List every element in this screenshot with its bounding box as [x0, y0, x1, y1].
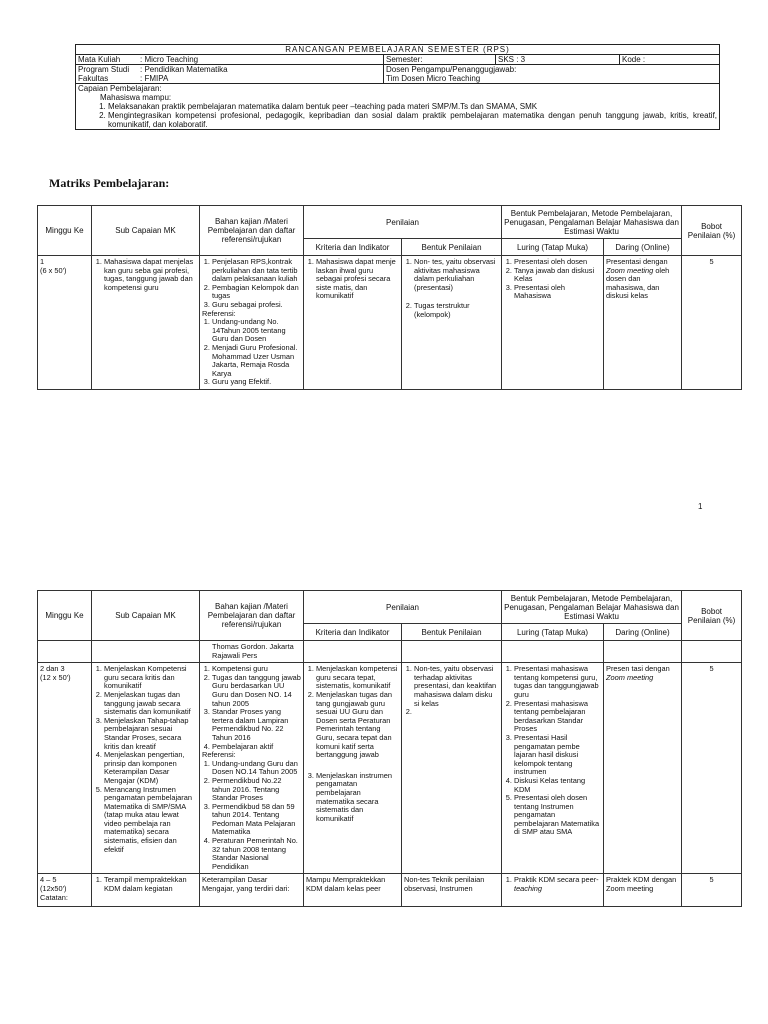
kode-cell: Kode : — [620, 55, 720, 65]
bobot-cell — [682, 641, 742, 663]
header-bentuk-pembelajaran: Bentuk Pembelajaran, Metode Pembelajaran, Penugasan, Pengalaman Belajar Mahasiswa dan Estimasi Waktu — [502, 591, 682, 624]
daring-cell: Presentasi dengan Zoom meeting oleh dosen dan mahasiswa, dan diskusi kelas — [604, 256, 682, 390]
fakultas-value: : FMIPA — [140, 74, 169, 83]
program-studi-value: : Pendidikan Matematika — [140, 65, 228, 74]
header-penilaian: Penilaian — [304, 591, 502, 624]
sub-capaian-cell: 1. Menjelaskan Kompetensi guru secara kritis dan komunikatif 2. Menjelaskan tugas dan tanggung jawab secara sistematis dan komunikatif 3. Menjelaskan Tahap-tahap pembelajaran sesuai Standar Proses, secara kritis dan kreatif 4. Menjelaskan pengertian, prinsip dan komponen Keterampilan Dasar Mengajar (KDM) 5. Merancang Instrumen pengamatan pembelajaran Matematika di SMP/SMA (tatap muka atau lewat video pembelaja ran matematika) secara sistematis, efisien dan efektif — [92, 663, 200, 874]
bobot-cell: 5 — [682, 256, 742, 390]
header-daring: Daring (Online) — [604, 239, 682, 256]
kriteria-cell: 1. Mahasiswa dapat menje laskan ihwal guru sebagai profesi secara siste matis, dan komunikatif — [304, 256, 402, 390]
header-bobot: Bobot Penilaian (%) — [682, 591, 742, 641]
table-row — [38, 256, 742, 390]
table-row — [38, 641, 742, 663]
sub-capaian-cell — [92, 641, 200, 663]
rps-title: RANCANGAN PEMBELAJARAN SEMESTER (RPS) — [76, 45, 720, 55]
bahan-cell: Thomas Gordon. Jakarta Rajawali Pers — [200, 641, 304, 663]
daring-cell — [604, 641, 682, 663]
capaian-intro: Mahasiswa mampu: — [100, 93, 172, 102]
header-penilaian: Penilaian — [304, 206, 502, 239]
minggu-cell: 2 dan 3 (12 x 50') — [38, 663, 92, 874]
matrix-table-page-2 — [37, 590, 742, 907]
dosen-value: Tim Dosen Micro Teaching — [386, 74, 481, 83]
bentuk-penilaian-cell: Non-tes Teknik penilaian observasi, Instrumen — [402, 874, 502, 907]
luring-cell — [502, 641, 604, 663]
sub-capaian-cell: 1. Mahasiswa dapat menjelas kan guru seba gai profesi, tugas, tanggung jawab dan kompetensi guru — [92, 256, 200, 390]
luring-cell: 1. Presentasi oleh dosen 2. Tanya jawab dan diskusi Kelas 3. Presentasi oleh Mahasiswa — [502, 256, 604, 390]
header-bahan: Bahan kajian /Materi Pembelajaran dan daftar referensi/rujukan — [200, 206, 304, 256]
header-bentuk-pembelajaran: Bentuk Pembelajaran, Metode Pembelajaran, Penugasan, Pengalaman Belajar Mahasiswa dan Estimasi Waktu — [502, 206, 682, 239]
header-kriteria: Kriteria dan Indikator — [304, 624, 402, 641]
semester-cell: Semester: — [384, 55, 496, 65]
header-sub-capaian: Sub Capaian MK — [92, 206, 200, 256]
header-sub-capaian: Sub Capaian MK — [92, 591, 200, 641]
page-number: 1 — [698, 502, 703, 511]
program-studi-label: Program Studi — [78, 65, 130, 74]
program-fakultas-cell — [76, 65, 384, 84]
matriks-heading: Matriks Pembelajaran: — [49, 176, 170, 190]
rps-header-table — [75, 44, 720, 130]
page-gap — [0, 530, 768, 570]
mata-kuliah-label: Mata Kuliah — [78, 55, 121, 64]
mata-kuliah-value: : Micro Teaching — [140, 55, 199, 64]
bahan-cell: Keterampilan Dasar Mengajar, yang terdiri dari: — [200, 874, 304, 907]
luring-cell: 1. Presentasi mahasiswa tentang kompetensi guru, tugas dan tanggungjawab guru 2. Presentasi mahasiswa tentang pembelajaran berdasarkan Standar Proses 3. Presentasi Hasil pengamatan pembe lajaran hasil diskusi kelompok tentang instrumen 4. Diskusi Kelas tentang KDM 5. Presentasi oleh dosen tentang Instrumen pengamatan pembelajaran Matematika di SMP atau SMA — [502, 663, 604, 874]
header-minggu: Minggu Ke — [38, 591, 92, 641]
matrix-table-page-1 — [37, 205, 742, 390]
bentuk-penilaian-cell: 1. Non- tes, yaitu observasi aktivitas mahasiswa dalam perkuliahan (presentasi) 2. Tugas terstruktur (kelompok) — [402, 256, 502, 390]
header-minggu: Minggu Ke — [38, 206, 92, 256]
header-bahan: Bahan kajian /Materi Pembelajaran dan daftar referensi/rujukan — [200, 591, 304, 641]
bobot-cell: 5 — [682, 874, 742, 907]
sub-capaian-cell: 1. Terampil mempraktekkan KDM dalam kegiatan — [92, 874, 200, 907]
sks-cell: SKS : 3 — [496, 55, 620, 65]
kriteria-cell: Mampu Mempraktekkan KDM dalam kelas peer — [304, 874, 402, 907]
minggu-cell — [38, 641, 92, 663]
header-daring: Daring (Online) — [604, 624, 682, 641]
header-luring: Luring (Tatap Muka) — [502, 239, 604, 256]
kriteria-cell: 1. Menjelaskan kompetensi guru secara tepat, sistematis, komunikatif 2. Menjelaskan tugas dan tang gungjawab guru sesuai UU Guru dan Dosen serta Peraturan Pemerintah tentang Guru, secara tepat dan komuni katif serta bertanggung jawab 3. Menjelaskan instrumen pengamatan pembelajaran matematika secara sistematis dan komunikatif — [304, 663, 402, 874]
mata-kuliah-cell — [76, 55, 384, 65]
dosen-label: Dosen Pengampu/Penanggugjawab: — [386, 65, 517, 74]
bentuk-penilaian-cell — [402, 641, 502, 663]
header-bobot: Bobot Penilaian (%) — [682, 206, 742, 256]
bahan-cell: 1. Kompetensi guru 2. Tugas dan tanggung jawab Guru berdasarkan UU Guru dan Dosen NO. 14 tahun 2005 3. Standar Proses yang tertera dalam Lampiran Permendikbud No. 22 Tahun 2016 4. Pembelajaran aktif Referensi: 1. Undang-undang Guru dan Dosen NO.14 Tahun 2005 2. Permendikbud No.22 tahun 2016. Tentang Standar Proses 3. Permendikbud 58 dan 59 tahun 2014. Tentang Pedoman Mata Pelajaran Matematika 4. Peraturan Pemerintah No. 32 tahun 2008 tentang Standar Nasional Pendidikan — [200, 663, 304, 874]
header-kriteria: Kriteria dan Indikator — [304, 239, 402, 256]
header-luring: Luring (Tatap Muka) — [502, 624, 604, 641]
header-bentuk-penilaian: Bentuk Penilaian — [402, 239, 502, 256]
fakultas-label: Fakultas — [78, 74, 109, 83]
bahan-cell: 1. Penjelasan RPS,kontrak perkuliahan dan tata tertib dalam pelaksanaan kuliah 2. Pembagian Kelompok dan tugas 3. Guru sebagai profesi. Referensi: 1. Undang-undang No. 14Tahun 2005 tentang Guru dan Dosen 2. Menjadi Guru Profesional. Mohammad Uzer Usman Jakarta, Remaja Rosda Karya 3. Guru yang Efektif. — [200, 256, 304, 390]
table-row — [38, 663, 742, 874]
bentuk-penilaian-cell: 1. Non-tes, yaitu observasi terhadap aktivitas presentasi, dan keaktifan mahasiswa dalam disku si kelas 2. — [402, 663, 502, 874]
daring-cell: Presen tasi dengan Zoom meeting — [604, 663, 682, 874]
header-bentuk-penilaian: Bentuk Penilaian — [402, 624, 502, 641]
kriteria-cell — [304, 641, 402, 663]
minggu-cell: 1 (6 x 50') — [38, 256, 92, 390]
capaian-title: Capaian Pembelajaran: — [78, 84, 162, 93]
capaian-item: 1. Melaksanakan praktik pembelajaran matematika dalam bentuk peer –teaching pada materi SMP/M.Ts dan SMAMA, SMK — [108, 102, 717, 111]
daring-cell: Praktek KDM dengan Zoom meeting — [604, 874, 682, 907]
table-row — [38, 874, 742, 907]
minggu-cell: 4 – 5 (12x50') Catatan: — [38, 874, 92, 907]
capaian-item: 2. Mengintegrasikan kompetensi profesional, pedagogik, kepribadian dan sosial dalam praktik pembelajaran matematika dengan penuh tanggung jawab, kritis, kreatif, komunikatif, dan kolaboratif. — [108, 111, 717, 129]
dosen-cell — [384, 65, 720, 84]
bobot-cell: 5 — [682, 663, 742, 874]
capaian-pembelajaran — [76, 84, 720, 130]
luring-cell: 1. Praktik KDM secara peer-teaching — [502, 874, 604, 907]
